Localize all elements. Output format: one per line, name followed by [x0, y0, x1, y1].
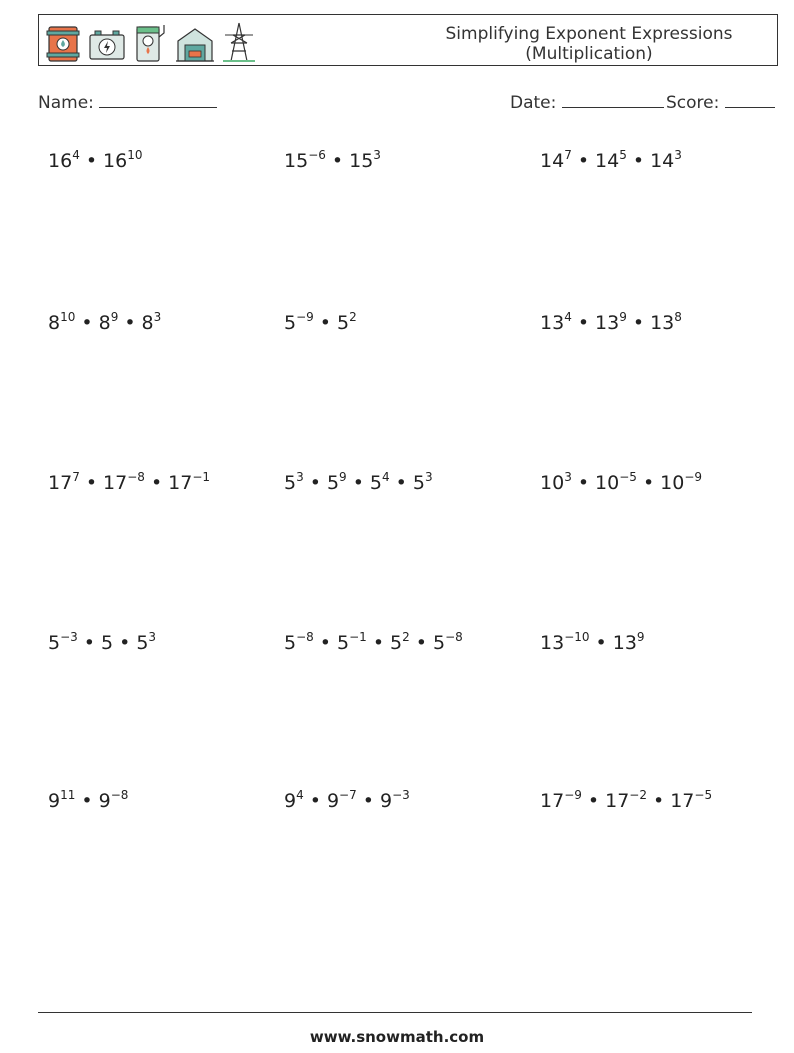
- term-exponent: −2: [629, 788, 647, 802]
- header-icons: [43, 17, 259, 65]
- term-base: 17: [168, 472, 193, 494]
- term-base: 17: [540, 790, 565, 812]
- term-exponent: −8: [127, 470, 145, 484]
- term-exponent: 4: [382, 470, 390, 484]
- term-base: 9: [48, 790, 61, 812]
- multiply-dot: •: [577, 472, 590, 494]
- score-field[interactable]: [666, 92, 775, 113]
- warehouse-icon: [175, 19, 215, 65]
- term-base: 16: [48, 150, 73, 172]
- term-exponent: 5: [619, 148, 627, 162]
- term-exponent: 2: [402, 630, 410, 644]
- fuel-pump-icon: [131, 19, 171, 65]
- multiply-dot: •: [150, 472, 163, 494]
- term-base: 5: [337, 312, 350, 334]
- multiply-dot: •: [81, 312, 93, 334]
- date-label: Date:: [510, 93, 557, 113]
- term-base: 13: [612, 632, 637, 654]
- footer-divider: [38, 1012, 752, 1013]
- battery-icon: [87, 19, 127, 65]
- multiply-dot: •: [83, 632, 96, 654]
- score-line[interactable]: [725, 92, 775, 108]
- term-exponent: 2: [349, 310, 357, 324]
- problem-6: [540, 312, 682, 334]
- term-base: 5: [390, 632, 403, 654]
- problem-14: [284, 790, 410, 812]
- term-exponent: −3: [392, 788, 410, 802]
- multiply-dot: •: [352, 472, 364, 494]
- term-exponent: 9: [110, 310, 119, 324]
- problem-3: [540, 150, 682, 172]
- term-base: 5: [48, 632, 61, 654]
- term-base: 14: [540, 150, 565, 172]
- term-base: 9: [98, 790, 111, 812]
- title-line-1: Simplifying Exponent Expressions: [445, 24, 733, 44]
- problem-1: [48, 150, 143, 172]
- power-tower-icon: [219, 19, 259, 65]
- multiply-dot: •: [577, 312, 590, 334]
- title-line-2: (Multiplication): [525, 44, 653, 64]
- term-base: 17: [103, 472, 128, 494]
- term-exponent: −10: [564, 630, 590, 644]
- term-base: 13: [540, 312, 565, 334]
- term-exponent: −7: [339, 788, 357, 802]
- term-base: 17: [605, 790, 630, 812]
- term-exponent: 9: [339, 470, 347, 484]
- problem-8: [284, 472, 433, 494]
- term-exponent: 3: [564, 470, 572, 484]
- term-exponent: 9: [636, 630, 645, 644]
- problem-5: [284, 312, 357, 334]
- term-exponent: −9: [564, 788, 582, 802]
- term-base: 5: [284, 472, 297, 494]
- term-base: 9: [326, 790, 340, 812]
- multiply-dot: •: [632, 312, 645, 334]
- term-exponent: 3: [373, 148, 381, 162]
- score-label: Score:: [666, 93, 720, 113]
- multiply-dot: •: [319, 632, 332, 654]
- term-base: 5: [412, 472, 425, 494]
- term-base: 16: [103, 150, 128, 172]
- multiply-dot: •: [415, 632, 427, 654]
- multiply-dot: •: [587, 790, 600, 812]
- problem-2: [284, 150, 381, 172]
- term-exponent: 10: [127, 148, 143, 162]
- multiply-dot: •: [362, 790, 374, 812]
- term-base: 10: [540, 472, 565, 494]
- multiply-dot: •: [632, 150, 645, 172]
- term-exponent: 3: [424, 470, 433, 484]
- term-base: 5: [101, 632, 114, 654]
- term-exponent: 7: [72, 470, 80, 484]
- term-base: 5: [326, 472, 340, 494]
- multiply-dot: •: [372, 632, 385, 654]
- term-base: 5: [432, 632, 446, 654]
- problem-11: [284, 632, 463, 654]
- multiply-dot: •: [331, 150, 344, 172]
- multiply-dot: •: [395, 472, 407, 494]
- multiply-dot: •: [85, 150, 98, 172]
- term-exponent: −6: [308, 148, 326, 162]
- term-exponent: −1: [192, 470, 211, 484]
- term-base: 9: [284, 790, 297, 812]
- term-base: 17: [670, 790, 695, 812]
- term-base: 17: [48, 472, 73, 494]
- term-base: 13: [540, 632, 565, 654]
- multiply-dot: •: [309, 790, 321, 812]
- term-exponent: 4: [72, 148, 80, 162]
- term-exponent: 10: [60, 310, 76, 324]
- term-exponent: −1: [349, 630, 367, 644]
- multiply-dot: •: [653, 790, 665, 812]
- oil-barrel-icon: [43, 19, 83, 65]
- footer-website: www.snowmath.com: [309, 1028, 485, 1046]
- problem-9: [540, 472, 702, 494]
- term-base: 9: [379, 790, 393, 812]
- term-base: 15: [349, 150, 374, 172]
- term-exponent: −9: [296, 310, 314, 324]
- name-field[interactable]: [38, 92, 217, 113]
- worksheet-header: [38, 14, 778, 66]
- term-base: 5: [136, 632, 149, 654]
- term-exponent: 8: [674, 310, 682, 324]
- term-exponent: −8: [445, 630, 463, 644]
- term-base: 10: [595, 472, 620, 494]
- worksheet-title: [389, 24, 789, 64]
- term-exponent: −9: [684, 470, 703, 484]
- term-exponent: 3: [148, 630, 157, 644]
- term-exponent: 4: [296, 788, 304, 802]
- multiply-dot: •: [642, 472, 655, 494]
- term-exponent: −8: [110, 788, 129, 802]
- term-base: 5: [369, 472, 382, 494]
- term-base: 15: [284, 150, 309, 172]
- date-line[interactable]: [562, 92, 664, 108]
- multiply-dot: •: [85, 472, 98, 494]
- multiply-dot: •: [595, 632, 607, 654]
- problem-12: [540, 632, 645, 654]
- term-base: 5: [337, 632, 350, 654]
- multiply-dot: •: [124, 312, 136, 334]
- term-exponent: 7: [564, 148, 572, 162]
- term-exponent: −5: [619, 470, 637, 484]
- term-exponent: 4: [564, 310, 572, 324]
- multiply-dot: •: [309, 472, 321, 494]
- multiply-dot: •: [319, 312, 332, 334]
- term-exponent: −8: [296, 630, 314, 644]
- term-exponent: 11: [60, 788, 76, 802]
- term-exponent: 9: [619, 310, 627, 324]
- multiply-dot: •: [119, 632, 131, 654]
- term-base: 5: [284, 632, 297, 654]
- multiply-dot: •: [81, 790, 93, 812]
- term-base: 14: [595, 150, 620, 172]
- term-base: 14: [650, 150, 675, 172]
- date-field[interactable]: [510, 92, 664, 113]
- name-label: Name:: [38, 93, 94, 113]
- term-exponent: 3: [674, 148, 682, 162]
- problem-7: [48, 472, 210, 494]
- problem-13: [48, 790, 128, 812]
- name-line[interactable]: [99, 92, 217, 108]
- problem-4: [48, 312, 161, 334]
- term-base: 13: [650, 312, 675, 334]
- term-exponent: −3: [60, 630, 78, 644]
- term-base: 10: [660, 472, 685, 494]
- multiply-dot: •: [577, 150, 590, 172]
- term-base: 8: [98, 312, 111, 334]
- problem-15: [540, 790, 712, 812]
- term-exponent: 3: [153, 310, 162, 324]
- problem-10: [48, 632, 156, 654]
- term-base: 8: [141, 312, 154, 334]
- term-base: 13: [595, 312, 620, 334]
- term-exponent: 3: [296, 470, 304, 484]
- term-base: 5: [284, 312, 297, 334]
- term-exponent: −5: [694, 788, 713, 802]
- term-base: 8: [48, 312, 61, 334]
